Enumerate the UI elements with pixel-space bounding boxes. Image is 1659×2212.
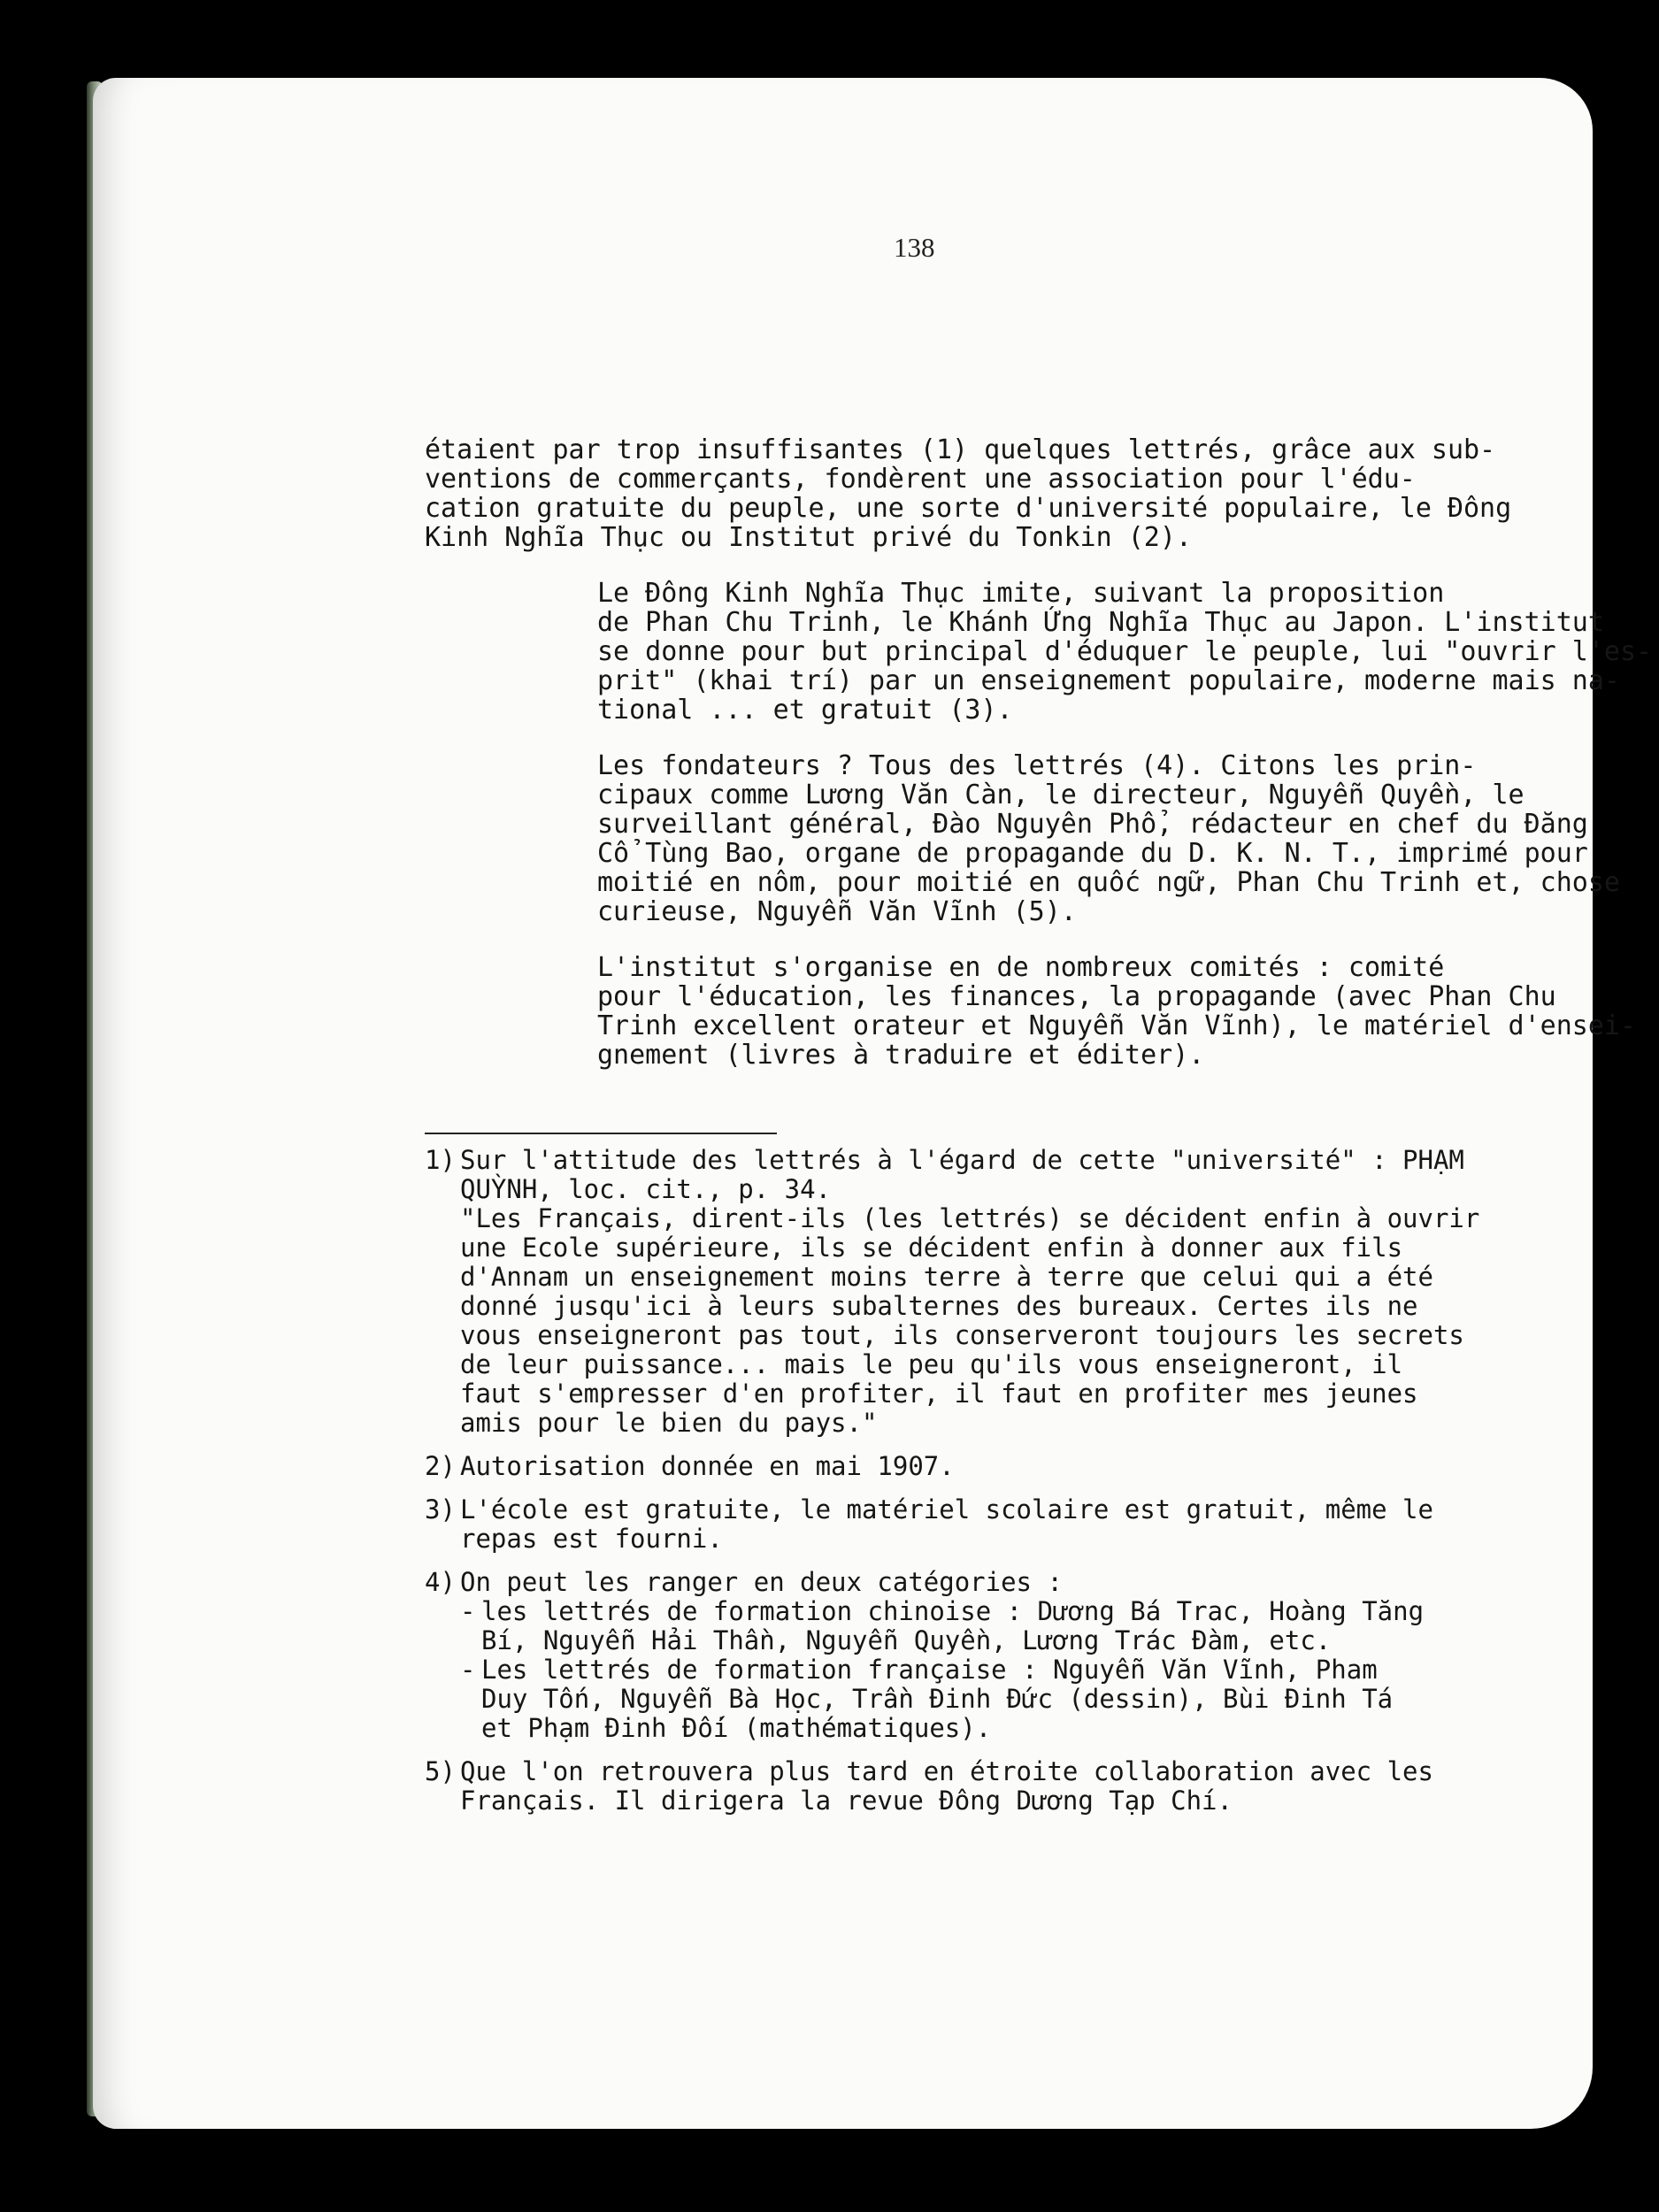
footnote-line: Les lettrés de formation française : Nguyễn Văn Vĩnh, Pham <box>481 1655 1378 1685</box>
text-line: Trinh excellent orateur et Nguyễn Văn Vĩnh), le matériel d'ensei- <box>597 1010 1636 1041</box>
text-line: cipaux comme Lương Văn Càn, le directeur, Nguyễn Quyền, le <box>597 780 1525 810</box>
text-line: ventions de commerçants, fondèrent une association pour l'édu- <box>425 464 1416 495</box>
text-line: L'institut s'organise en de nombreux comités : comité <box>597 952 1445 983</box>
text-line: moitié en nôm, pour moitié en quốc ngữ, Phan Chu Trinh et, chose <box>597 867 1620 898</box>
text-line: cation gratuite du peuple, une sorte d'université populaire, le Đông <box>425 493 1512 524</box>
footnote-line: les lettrés de formation chinoise : Dương Bá Trac, Hoàng Tăng <box>481 1596 1425 1626</box>
footnote-line: vous enseigneront pas tout, ils conserveront toujours les secrets <box>460 1320 1464 1350</box>
text-line: pour l'éducation, les finances, la propagande (avec Phan Chu <box>597 981 1556 1012</box>
text-line: Kinh Nghĩa Thục ou Institut privé du Tonkin (2). <box>425 522 1192 553</box>
footnote-line: Que l'on retrouvera plus tard en étroite collaboration avec les <box>460 1756 1433 1786</box>
footnote-line: donné jusqu'ici à leurs subalternes des bureaux. Certes ils ne <box>460 1291 1418 1321</box>
footnote-list-item <box>460 1597 1433 1655</box>
paragraph <box>425 434 1512 553</box>
footnote-body <box>460 1146 1479 1438</box>
footnote <box>425 1757 1433 1816</box>
footnote-body <box>460 1495 1433 1554</box>
footnote-number: 3) <box>425 1494 456 1525</box>
page-number: 138 <box>894 232 935 263</box>
text-line: se donne pour but principal d'éduquer le peuple, lui "ouvrir l'es- <box>597 636 1653 667</box>
footnote-number: 2) <box>425 1451 456 1481</box>
footnote-line: amis pour le bien du pays." <box>460 1408 878 1438</box>
footnote <box>425 1145 1480 1438</box>
footnote-line: repas est fourni. <box>460 1524 723 1554</box>
text-line: Cổ Tùng Bao, organe de propagande du D. K. N. T., imprimé pour <box>597 838 1588 869</box>
text-line: Les fondateurs ? Tous des lettrés (4). Citons les prin- <box>597 750 1477 781</box>
footnotes <box>425 1145 1480 1830</box>
footnote-line: faut s'empresser d'en profiter, il faut en profiter mes jeunes <box>460 1379 1418 1409</box>
footnote-number: 5) <box>425 1756 456 1786</box>
footnote-line: d'Annam un enseignement moins terre à terre que celui qui a été <box>460 1262 1433 1292</box>
footnote-line: Duy Tốn, Nguyễn Bà Học, Trần Đinh Đức (dessin), Bùi Đinh Tá <box>481 1684 1394 1714</box>
footnote-number: 1) <box>425 1145 456 1175</box>
footnote-line: QUỲNH, loc. cit., p. 34. <box>460 1174 832 1204</box>
footnote-line: Français. Il dirigera la revue Đông Dương Tạp Chí. <box>460 1786 1233 1816</box>
text-line: Le Đông Kinh Nghĩa Thục imite, suivant la proposition <box>597 578 1445 609</box>
text-line: surveillant général, Đào Nguyên Phổ, rédacteur en chef du Đăng <box>597 809 1588 840</box>
footnote <box>425 1495 1433 1554</box>
footnote-line: de leur puissance... mais le peu qu'ils vous enseigneront, il <box>460 1349 1403 1379</box>
footnote-line: Bí, Nguyễn Hải Thần, Nguyễn Quyền, Lương Trác Đàm, etc. <box>481 1625 1332 1655</box>
footnote-line: Autorisation donnée en mai 1907. <box>460 1451 955 1481</box>
footnote <box>425 1568 1433 1743</box>
footnote-separator <box>425 1133 777 1134</box>
paragraph <box>425 952 1636 1071</box>
footnote-line: On peut les ranger en deux catégories : <box>460 1567 1063 1597</box>
paragraph <box>425 750 1620 927</box>
footnote-line: "Les Français, dirent-ils (les lettrés) se décident enfin à ouvrir <box>460 1203 1480 1233</box>
footnote-line: Sur l'attitude des lettrés à l'égard de cette "université" : PHẠM <box>460 1145 1464 1175</box>
text-line: étaient par trop insuffisantes (1) quelques lettrés, grâce aux sub- <box>425 434 1496 465</box>
list-dash: - <box>460 1655 476 1685</box>
footnote-line: L'école est gratuite, le matériel scolaire est gratuit, même le <box>460 1494 1433 1525</box>
text-line: de Phan Chu Trinh, le Khánh Ứng Nghĩa Thục au Japon. L'institut <box>597 607 1604 638</box>
text-line: gnement (livres à traduire et éditer). <box>597 1040 1205 1071</box>
text-line: prit" (khai trí) par un enseignement populaire, moderne mais na- <box>597 665 1620 696</box>
footnote-line: et Phạm Đinh Đối (mathématiques). <box>481 1713 992 1743</box>
list-dash: - <box>460 1596 476 1626</box>
footnote-body <box>460 1452 1433 1481</box>
text-line: curieuse, Nguyễn Văn Vĩnh (5). <box>597 896 1077 927</box>
footnote <box>425 1452 1433 1481</box>
footnote-number: 4) <box>425 1567 456 1597</box>
footnote-body <box>460 1757 1433 1816</box>
main-text <box>425 434 1653 1096</box>
footnote-line: une Ecole supérieure, ils se décident enfin à donner aux fils <box>460 1233 1403 1263</box>
footnote-list-item <box>460 1655 1433 1743</box>
footnote-body <box>460 1568 1433 1743</box>
paragraph <box>425 578 1653 726</box>
text-line: tional ... et gratuit (3). <box>597 695 1013 726</box>
